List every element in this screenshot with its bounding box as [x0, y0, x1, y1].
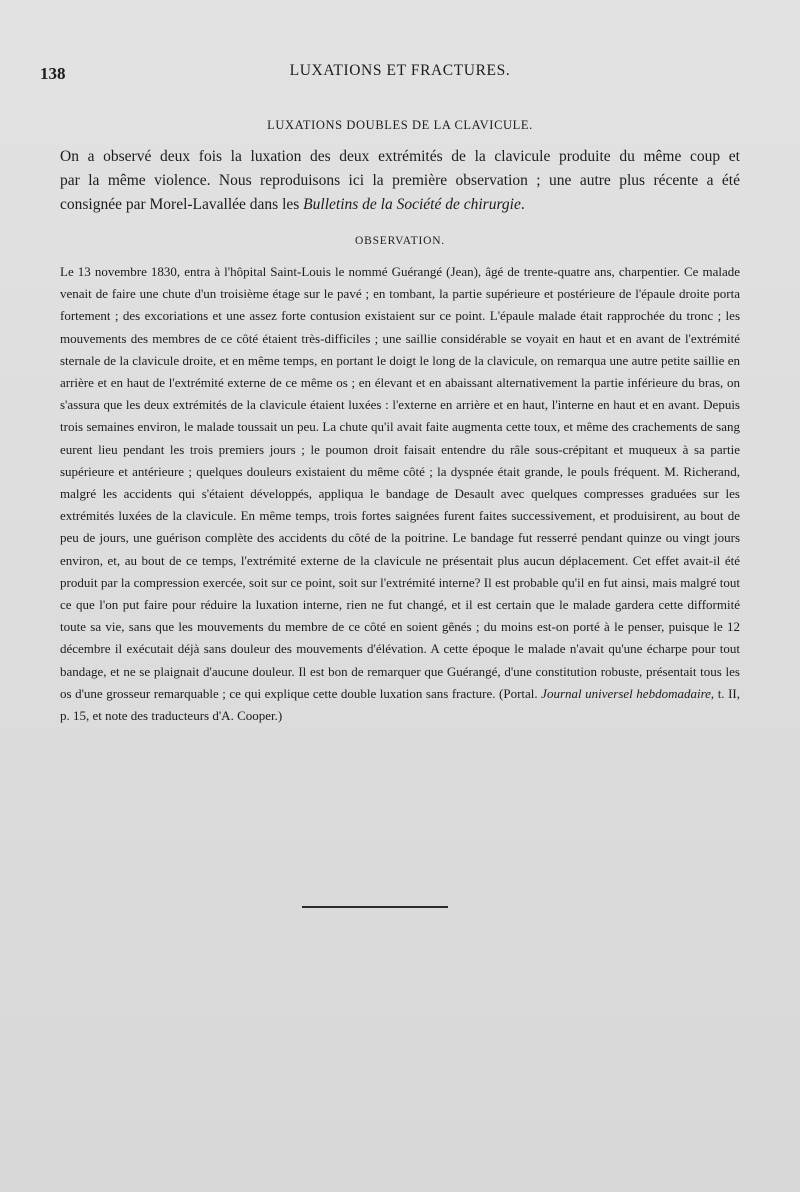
citation-journal: Journal universel hebdomadaire — [541, 685, 711, 701]
intro-text: consignée par Morel-Lavallée dans les — [60, 196, 304, 213]
observation-text: Le 13 novembre 1830, entra à l'hôpital Saint-Louis le nommé Guérangé (Jean), âgé de trente-quatre ans, charpentier. Ce malade venait de faire une chute d'un troisième étage sur le pavé ; en tombant, la partie supérieure et postérieure de l'épaule droite porta fortement ; des excoriations et une assez forte contusion existaient sur ce point. L'épaule malade était rapprochée du tronc ; les mouvements des membres de ce côté étaient très-difficiles ; une saillie considérable se voyait en haut et en avant de l'extrémité sternale de la clavicule droite, et en même temps, en portant le doigt le long de la clavicule, on remarqua une autre petite saillie en arrière et en haut de l'extrémité externe de ce même os ; en élevant et en abaissant alternativement la partie inférieure du bras, on s'assura que les deux extrémités de la clavicule étaient luxées : l'externe en arrière et en haut, l'interne en haut et en avant. Depuis trois semaines environ, le malade toussait un peu. La chute qu'il avait faite augmenta cette toux, et même des crachements de sang eurent lieu pendant les trois premiers jours ; le poumon droit faisait entendre du râle sous-crépitant et muqueux à sa partie supérieure et antérieure ; quelques douleurs existaient du même côté ; la dyspnée était grande, le pouls fréquent. M. Richerand, malgré les accidents qui s'étaient développés, appliqua le bandage de Desault avec quelques compresses graduées sur les extrémités luxées de la clavicule. En même temps, trois fortes saignées furent faites successivement, et produisirent, au bout de peu de jours, une guérison complète des accidents du côté de la poitrine. Le bandage fut resserré pendant quinze ou vingt jours environ, et, au bout de ce temps, l'extrémité externe de la clavicule ne présentait plus aucun déplacement. Cet effet avait-il été produit par la compression exercée, soit sur ce point, soit sur l'extrémité interne? Il est probable qu'il en fut ainsi, mais malgré tout ce que l'on put faire pour réduire la luxation interne, rien ne fut changé, et il est certain que le malade gardera cette difformité toute sa vie, sans que les mouvements du membre de ce côté en soient gênés ; du moins est-on porté à le penser, puisque le 12 décembre il exécutait déjà sans douleur des mouvements d'élévation. A cette époque le malade n'avait qu'une écharpe pour tout bandage, et ne se plaignait d'aucune douleur. Il est bon de remarquer que Guérangé, d'une constitution robuste, présentait tous les os d'une grosseur remarquable ; ce qui explique cette double luxation sans fracture. (Portal. — [60, 264, 740, 701]
section-title: LUXATIONS DOUBLES DE LA CLAVICULE. — [267, 118, 533, 132]
citation-text: , t. II, p. 15, et note des traducteurs d'A. Cooper.) — [60, 685, 740, 724]
intro-line: par la même violence. Nous reproduisons ici la première observation ; une autre plus récente a été — [60, 172, 740, 189]
page-header — [40, 62, 760, 86]
end-rule — [302, 906, 448, 908]
intro-line — [60, 193, 740, 217]
intro-text: . — [520, 196, 525, 213]
observation-heading: OBSERVATION. — [355, 235, 445, 247]
bulletins-title: Bulletins de la Société de chirurgie — [303, 196, 521, 213]
intro-line: On a observé deux fois la luxation des deux extrémités de la clavicule produite du même coup et — [60, 148, 740, 165]
intro-paragraph — [60, 145, 740, 217]
page-number: 138 — [40, 64, 66, 83]
running-title: LUXATIONS ET FRACTURES. — [289, 62, 511, 79]
observation-paragraph — [60, 261, 740, 727]
